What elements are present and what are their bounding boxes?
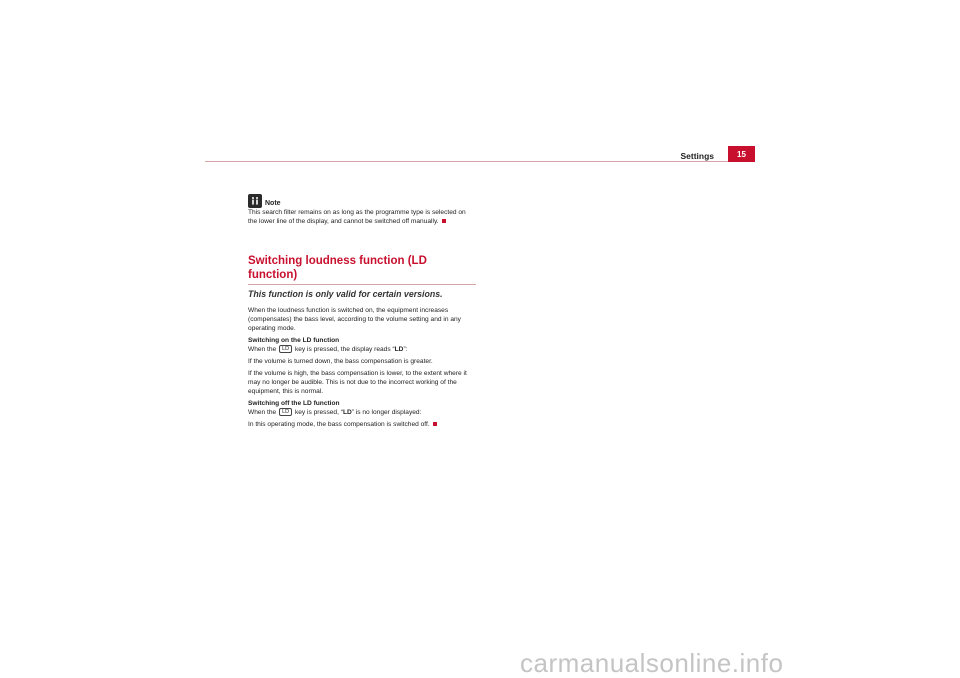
on-line-1: If the volume is turned down, the bass compensation is greater.	[248, 358, 433, 365]
off-line-1: In this operating mode, the bass compensation is switched off.	[248, 420, 476, 429]
header-rule	[205, 161, 755, 162]
ld-key-icon: LD	[279, 408, 292, 416]
header-title: Settings	[680, 151, 714, 161]
end-mark-icon	[433, 422, 437, 426]
section-subtitle: This function is only valid for certain versions.	[248, 289, 443, 299]
on-line-2: If the volume is high, the bass compensation is lower, to the extent where it may no longer be audible. This is not due to the incorrect working of the equipment, this is normal.	[248, 370, 467, 395]
note-header	[248, 192, 476, 208]
intro-paragraph: When the loudness function is switched on, the equipment increases (compensates) the bass level, according to the volume setting and in any operating mode.	[248, 307, 461, 332]
end-mark-icon	[442, 219, 446, 223]
section-title: Switching loudness function (LD function)	[248, 254, 476, 285]
on-heading: Switching on the LD function	[248, 337, 340, 344]
page-number-badge: 15	[728, 146, 755, 162]
note-label: Note	[265, 200, 281, 207]
info-note-icon	[248, 194, 262, 208]
page-content	[248, 192, 476, 432]
note-text: This search filter remains on as long as the programme type is selected on the lower line of the display, and cannot be switched off manually.	[248, 209, 466, 225]
ld-key-icon: LD	[279, 345, 292, 353]
on-instruction: When the LD key is pressed, the display reads “LD”:	[248, 346, 408, 353]
watermark: carmanualsonline.info	[520, 648, 784, 678]
off-instruction: When the LD key is pressed, “LD” is no longer displayed:	[248, 409, 422, 416]
off-heading: Switching off the LD function	[248, 400, 340, 407]
